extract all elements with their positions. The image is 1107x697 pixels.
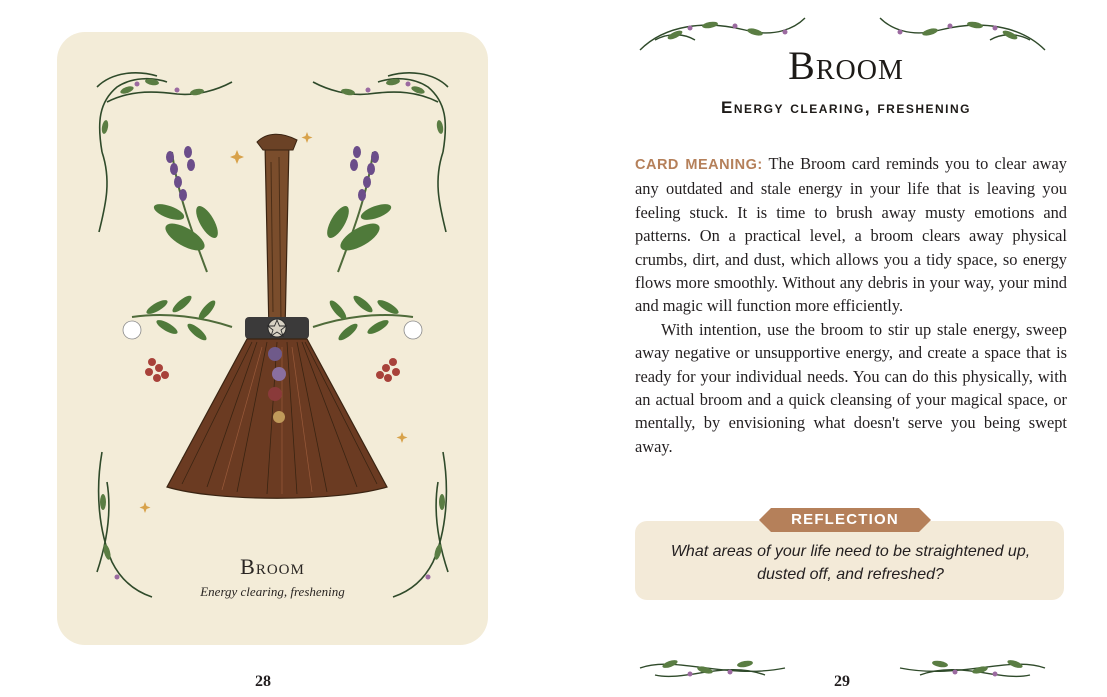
page-subtitle: Energy clearing, freshening: [720, 98, 972, 117]
lavender-herb-right: [323, 146, 393, 272]
page-title: Broom: [788, 43, 904, 88]
reflection-tag: [759, 508, 931, 532]
right-page: [540, 0, 1107, 697]
rosemary-herb-left: [123, 293, 232, 382]
card-subtitle: Energy clearing, freshening: [200, 584, 345, 599]
card-meaning-text: The Broom card reminds you to clear away any outdated and stale energy in your life that is leaving you feeling stuck. It is time to brush away musty emotions and patterns. On a practical level, a broom clears away physical crumbs, dirt, and dust, which allows you a tidy space, so energy flows more smoothly. Without any debris in your way, your mind and magic will function more efficiently.: [635, 154, 1067, 316]
broom-card: [57, 32, 488, 645]
page-number-right: 29: [834, 673, 850, 690]
card-title: Broom: [240, 554, 305, 579]
card-meaning-body: [635, 152, 1067, 458]
reflection-label: REFLECTION: [791, 511, 899, 528]
card-meaning-label: CARD MEANING:: [635, 157, 763, 173]
lavender-herb-left: [152, 146, 222, 272]
reflection-question: What areas of your life need to be straightened up, dusted off, and refreshed?: [670, 543, 1031, 583]
second-paragraph: With intention, use the broom to stir up stale energy, sweep away negative or unsupportive energy, and create a space that is ready for your individual needs. You can do this physically, with an actual broom and a quick cleansing of your magical space, or mentally, by envisioning what doesn't serve you being swept away.: [635, 319, 1067, 456]
card-meaning-paragraph: [635, 152, 1067, 318]
rosemary-herb-right: [313, 293, 422, 382]
left-page: [0, 0, 540, 697]
page-number-left: 28: [255, 673, 271, 690]
